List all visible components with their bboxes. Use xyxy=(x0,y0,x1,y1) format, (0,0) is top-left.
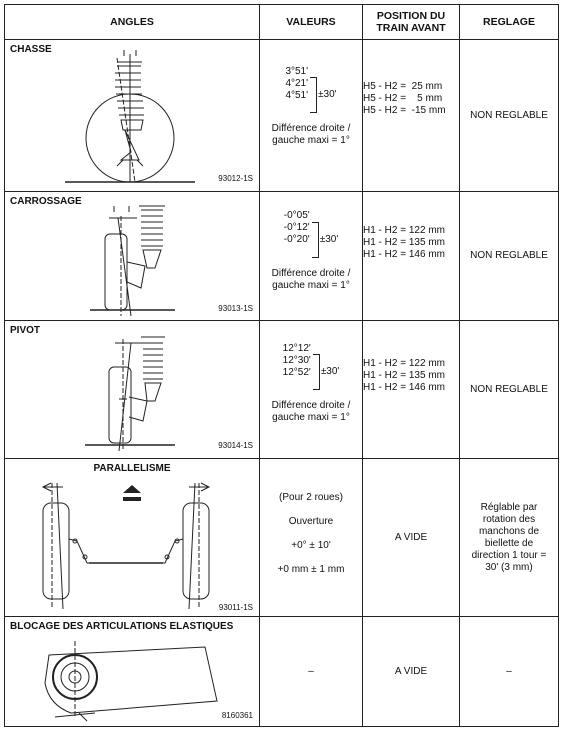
position-cell: A VIDE xyxy=(363,459,460,617)
position-line: H5 - H2 = -15 mm xyxy=(363,104,446,116)
figure-reference: 93012-1S xyxy=(218,174,253,183)
valeurs-cell xyxy=(260,321,363,459)
difference-note: Différence droite / gauche maxi = 1° xyxy=(271,267,351,291)
figure-reference: 93014-1S xyxy=(218,441,253,450)
figure-reference: 8160361 xyxy=(221,711,253,720)
reglage-cell: – xyxy=(460,617,559,727)
value-line: (Pour 2 roues) xyxy=(279,491,343,503)
section-title: CHASSE xyxy=(10,44,52,55)
camber-diagram xyxy=(5,192,260,319)
tolerance: ±30' xyxy=(318,89,337,101)
header-angles: ANGLES xyxy=(5,5,260,40)
table-row xyxy=(5,40,559,192)
angle-cell-carrossage xyxy=(5,192,260,321)
difference-note: Différence droite / gauche maxi = 1° xyxy=(271,400,351,424)
reglage-cell: NON REGLABLE xyxy=(460,192,559,321)
valeurs-cell: – xyxy=(260,617,363,727)
bushing-diagram xyxy=(5,617,260,725)
table-row xyxy=(5,617,559,727)
header-reglage: REGLAGE xyxy=(460,5,559,40)
value-max: -0°20' xyxy=(283,234,310,246)
value-line: +0 mm ± 1 mm xyxy=(277,563,345,575)
table-row xyxy=(5,192,559,321)
position-cell xyxy=(363,321,460,459)
header-valeurs: VALEURS xyxy=(260,5,363,40)
value-nominal: 12°30' xyxy=(282,354,311,366)
valeurs-cell xyxy=(260,459,363,617)
value-line: Ouverture xyxy=(288,515,334,527)
value-min: 12°12' xyxy=(282,342,311,354)
reglage-cell: NON REGLABLE xyxy=(460,321,559,459)
table-row xyxy=(5,321,559,459)
reglage-cell: NON REGLABLE xyxy=(460,40,559,192)
angle-cell-parallelisme xyxy=(5,459,260,617)
section-title: PIVOT xyxy=(10,325,41,336)
position-line: H1 - H2 = 146 mm xyxy=(363,249,445,260)
section-title: CARROSSAGE xyxy=(10,196,82,207)
bracket-icon xyxy=(310,77,317,113)
section-title: BLOCAGE DES ARTICULATIONS ELASTIQUES xyxy=(10,621,234,632)
caster-diagram xyxy=(5,40,260,190)
value-line: +0° ± 10' xyxy=(291,539,331,551)
value-nominal: 4°21' xyxy=(285,77,309,89)
angle-cell-chasse xyxy=(5,40,260,192)
position-line: H1 - H2 = 122 mm xyxy=(363,225,445,236)
position-line: H5 - H2 = 25 mm xyxy=(363,80,443,92)
value-nominal: -0°12' xyxy=(283,222,310,234)
angle-cell-blocage xyxy=(5,617,260,727)
position-line: H5 - H2 = 5 mm xyxy=(363,92,443,104)
angle-cell-pivot xyxy=(5,321,260,459)
table-header-row xyxy=(5,5,559,40)
difference-note: Différence droite / gauche maxi = 1° xyxy=(271,123,351,147)
position-line: H1 - H2 = 146 mm xyxy=(363,381,445,393)
position-line: H1 - H2 = 122 mm xyxy=(363,357,445,369)
valeurs-cell xyxy=(260,192,363,321)
direction-arrow-icon xyxy=(123,485,141,501)
header-position: POSITION DU TRAIN AVANT xyxy=(363,5,460,40)
position-line: H1 - H2 = 135 mm xyxy=(363,237,445,248)
kingpin-diagram xyxy=(5,321,260,457)
section-title: PARALLELISME xyxy=(93,463,171,474)
tolerance: ±30' xyxy=(320,366,340,378)
position-cell xyxy=(363,192,460,321)
value-min: 3°51' xyxy=(285,65,309,77)
bracket-icon xyxy=(313,354,320,390)
value-max: 12°52' xyxy=(282,366,311,378)
valeurs-cell xyxy=(260,40,363,192)
position-cell: A VIDE xyxy=(363,617,460,727)
figure-reference: 93011-1S xyxy=(218,603,253,612)
alignment-spec-table xyxy=(4,4,559,727)
bracket-icon xyxy=(312,222,319,258)
toe-diagram xyxy=(5,459,260,615)
value-max: 4°51' xyxy=(285,89,309,101)
position-cell xyxy=(363,40,460,192)
table-row xyxy=(5,459,559,617)
figure-reference: 93013-1S xyxy=(218,304,253,313)
reglage-cell: Réglable par rotation des manchons de biellette de direction 1 tour = 30' (3 mm) xyxy=(460,459,559,617)
tolerance: ±30' xyxy=(319,233,339,245)
value-min: -0°05' xyxy=(283,210,310,222)
position-line: H1 - H2 = 135 mm xyxy=(363,369,445,381)
